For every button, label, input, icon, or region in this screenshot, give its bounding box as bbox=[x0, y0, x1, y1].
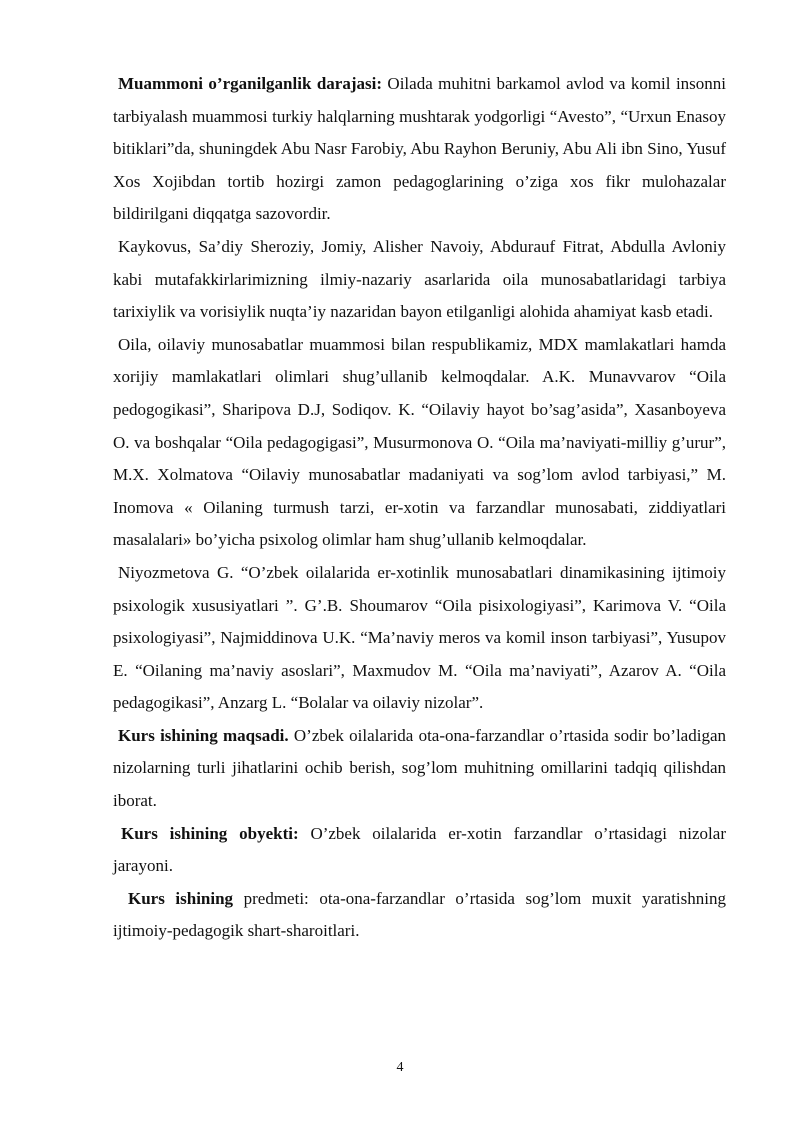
paragraph-text: O’zbek oilalarida er-xotin farzandlar o’rtasidagi nizolar jarayoni. bbox=[113, 823, 726, 876]
paragraph-text: Oila, oilaviy munosabatlar muammosi bilan respublikamiz, MDX mamlakatlari hamda xorijiy mamlakatlari olimlari shug’ullanib kelmoqdalar. A.K. Munavvarov “Oila pedogogikasi”, Sharipova D.J, Sodiqov. K. “Oilaviy hayot bo’sag’asida”, Xasanboyeva O. va boshqalar “Oila pedagogigasi”, Musurmonova O. “Oila ma’naviyati-milliy g’urur”, M.X. Xolmatova “Oilaviy munosabatlar madaniyati va sog’lom avlod tarbiyasi,” M. Inomova « Oilaning turmush tarzi, er-xotin va farzandlar munosabati, ziddiyatlari masalalari» bo’yicha psixolog olimlar ham shug’ullanib kelmoqdalar. bbox=[113, 334, 726, 550]
document-page bbox=[113, 68, 726, 948]
paragraph-research-level bbox=[113, 68, 726, 231]
paragraph-text: Niyozmetova G. “O’zbek oilalarida er-xotinlik munosabatlari dinamikasining ijtimoiy psixologik xususiyatlari ”. G’.B. Shoumarov “Oila pisixologiyasi”, Karimova V. “Oila psixologiyasi”, Najmiddinova U.K. “Ma’naviy meros va komil inson tarbiyasi”, Yusupov E. “Oilaning ma’naviy asoslari”, Maxmudov M. “Oila ma’naviyati”, Azarov A. “Oila pedagogikasi”, Anzarg L. “Bolalar va oilaviy nizolar”. bbox=[113, 562, 726, 713]
paragraph-text: O’zbek oilalarida ota-ona-farzandlar o’rtasida sodir bo’ladigan nizolarning turli jihatlarini ochib berish, sog’lom muhitning omillarini tadqiq qilishdan iborat. bbox=[113, 725, 726, 811]
paragraph-scholars bbox=[113, 329, 726, 557]
paragraph-course-subject bbox=[113, 883, 726, 948]
paragraph-course-goal bbox=[113, 720, 726, 818]
paragraph-thinkers bbox=[113, 231, 726, 329]
heading-course-object: Kurs ishining obyekti: bbox=[121, 823, 299, 843]
heading-research-level: Muammoni o’rganilganlik darajasi: bbox=[118, 74, 382, 93]
page-number: 4 bbox=[396, 1060, 404, 1075]
heading-course-subject: Kurs ishining bbox=[128, 888, 234, 908]
paragraph-text: Kaykovus, Sa’diy Sheroziy, Jomiy, Alisher Navoiy, Abdurauf Fitrat, Abdulla Avloniy kabi mutafakkirlarimizning ilmiy-nazariy asarlarida oila munosabatlaridagi tarbiya tarixiylik va vorisiylik nuqta’iy nazaridan bayon etilganligi alohida ahamiyat kasb etadi. bbox=[113, 236, 726, 322]
paragraph-course-object bbox=[113, 818, 726, 883]
paragraph-references bbox=[113, 557, 726, 720]
paragraph-text: Oilada muhitni barkamol avlod va komil insonni tarbiyalash muammosi turkiy halqlarning mushtarak yodgorligi “Avesto”, “Urxun Enasoy bitiklari”da, shuningdek Abu Nasr Farobiy, Abu Rayhon Beruniy, Abu Ali ibn Sino, Yusuf Xos Xojibdan tortib hozirgi zamon pedagoglarining o’ziga xos fikr mulohazalar bildirilgani diqqatga sazovordir. bbox=[113, 74, 727, 224]
paragraph-text: predmeti: ota-ona-farzandlar o’rtasida sog’lom muxit yaratishning ijtimoiy-pedagogik shart-sharoitlari. bbox=[113, 888, 726, 941]
heading-course-goal: Kurs ishining maqsadi. bbox=[118, 725, 289, 745]
